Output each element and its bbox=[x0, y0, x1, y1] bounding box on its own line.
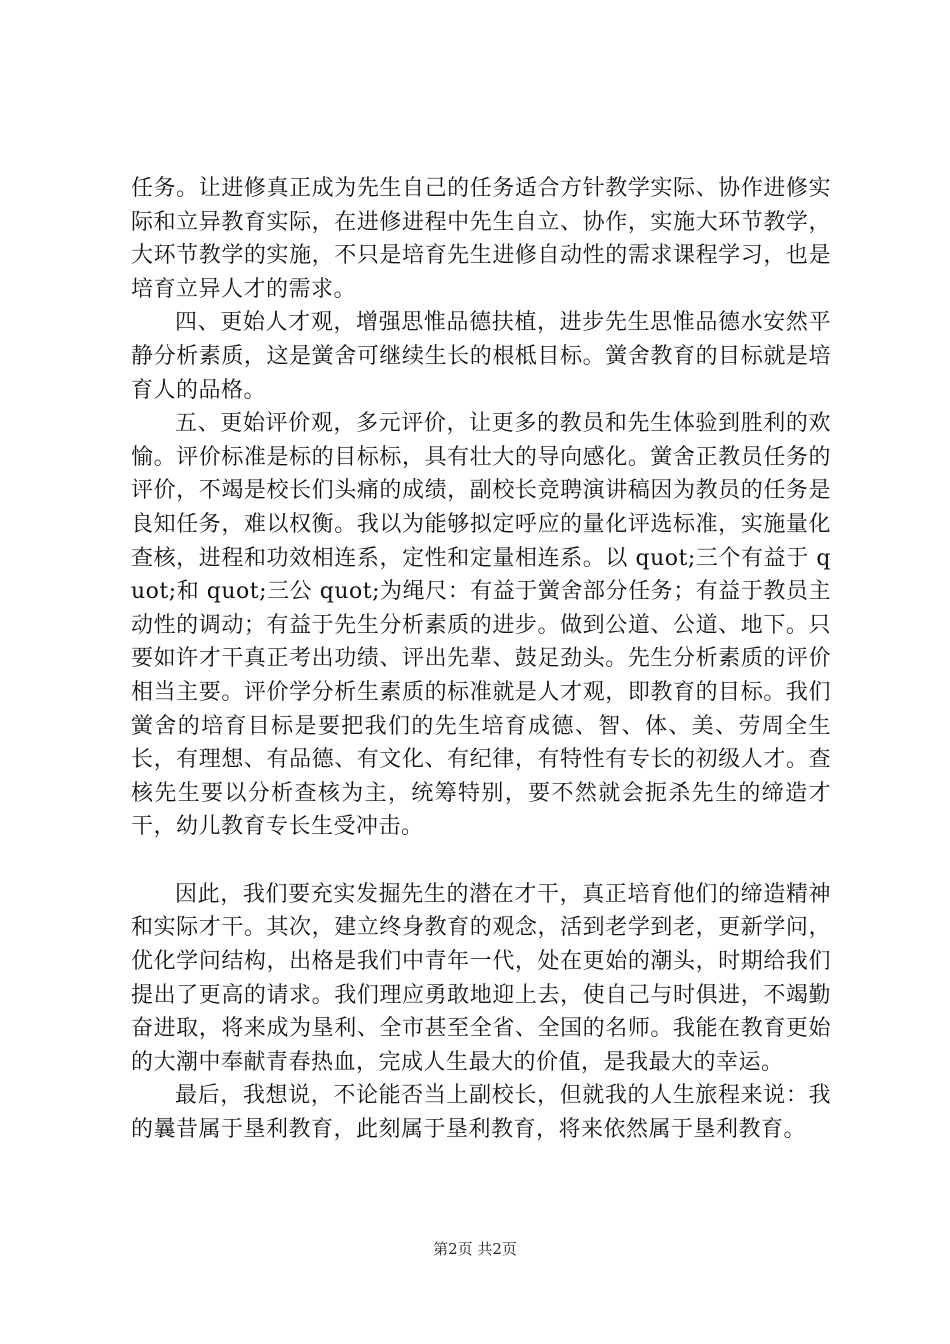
document-body bbox=[131, 172, 831, 1147]
paragraph-continuation: 任务。让进修真正成为先生自己的任务适合方针教学实际、协作进修实际和立异教育实际，在进修进程中先生自立、协作，实施大环节教学，大环节教学的实施，不只是培育先生进修自动性的需求课程学习，也是培育立异人才的需求。 bbox=[131, 176, 831, 302]
page-number-footer: 第2页 共2页 bbox=[433, 1240, 517, 1258]
paragraph-point-five: 五、更始评价观，多元评价，让更多的教员和先生体验到胜利的欢愉。评价标准是标的目标标，具有壮大的导向感化。黉舍正教员任务的评价，不竭是校长们头痛的成绩，副校长竞聘演讲稿因为教员的任务是良知任务，难以权衡。我以为能够拟定呼应的量化评选标准，实施量化查核，进程和功效相连系，定性和定量相连系。以 quot;三个有益于 quot;和 quot;三公 quot;为绳尺：有益于黉舍部分任务；有益于教员主动性的调动；有益于先生分析素质的进步。做到公道、公道、地下。只要如许才干真正考出功绩、评出先辈、鼓足劲头。先生分析素质的评价相当主要。评价学分析生素质的标准就是人才观，即教育的目标。我们黉舍的培育目标是要把我们的先生培育成德、智、体、美、劳周全生长，有理想、有品德、有文化、有纪律，有特性有专长的初级人才。查核先生要以分析查核为主，统筹特别，要不然就会扼杀先生的缔造才干，幼儿教育专长生受冲击。 bbox=[131, 411, 831, 840]
paragraph-therefore: 因此，我们要充实发掘先生的潜在才干，真正培育他们的缔造精神和实际才干。其次，建立终身教育的观念，活到老学到老，更新学问，优化学问结构，出格是我们中青年一代，处在更始的潮头，时期给我们提出了更高的请求。我们理应勇敢地迎上去，使自己与时俱进，不竭勤奋进取，将来成为垦利、全市甚至全省、全国的名师。我能在教育更始的大潮中奉献青春热血，完成人生最大的价值，是我最大的幸运。 bbox=[131, 881, 831, 1075]
paragraph-point-four: 四、更始人才观，增强思惟品德扶植，进步先生思惟品德水安然平静分析素质，这是黉舍可继续生长的根柢目标。黉舍教育的目标就是培育人的品格。 bbox=[131, 310, 831, 403]
paragraph-closing: 最后，我想说，不论能否当上副校长，但就我的人生旅程来说：我的曩昔属于垦利教育，此刻属于垦利教育，将来依然属于垦利教育。 bbox=[131, 1083, 831, 1143]
